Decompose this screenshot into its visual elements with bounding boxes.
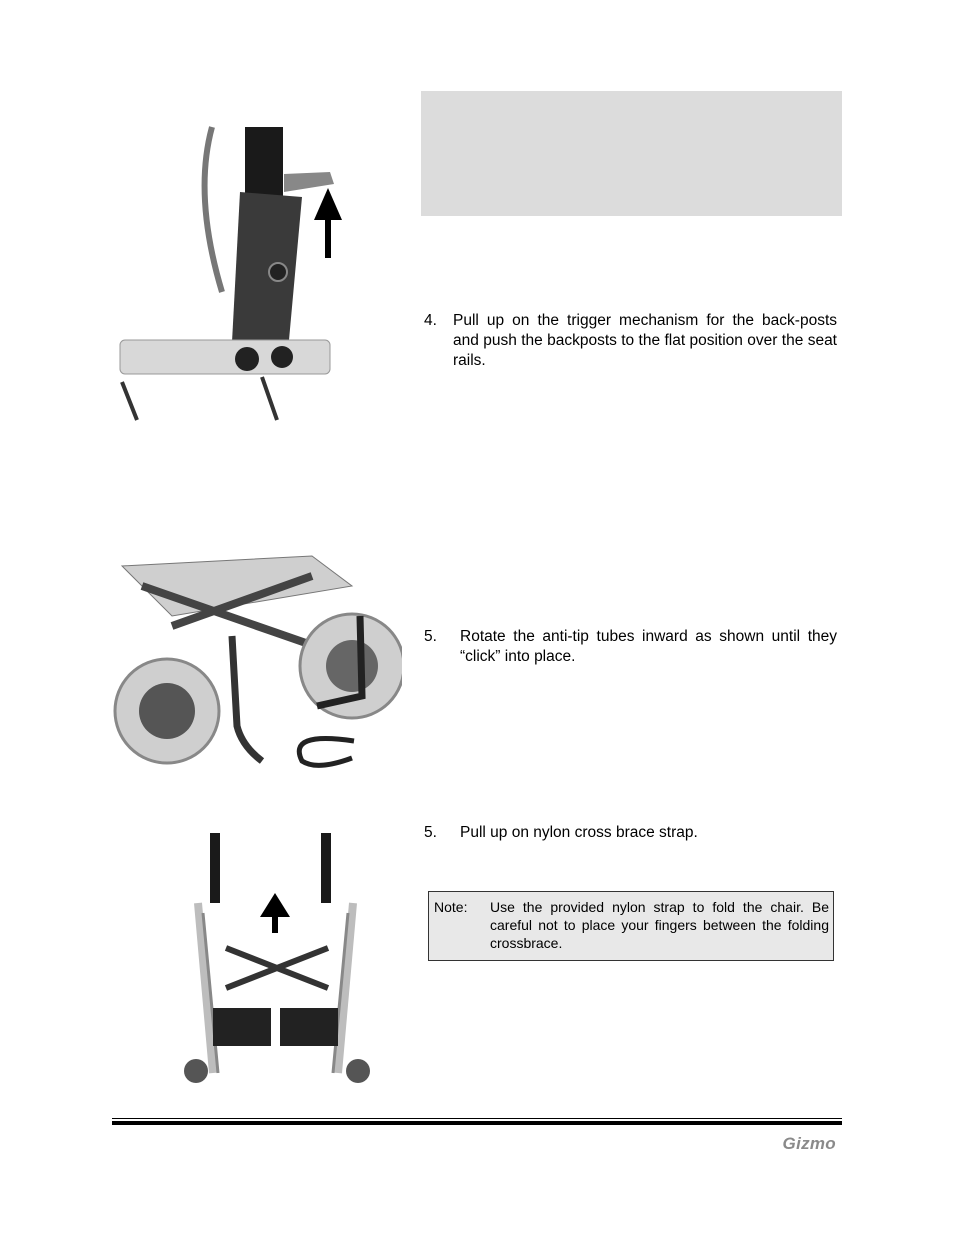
step-5-anti-tip	[424, 627, 837, 669]
footer-brand: Gizmo	[782, 1134, 836, 1153]
note-box	[428, 891, 834, 961]
step-text: Pull up on nylon cross brace strap.	[460, 824, 698, 841]
step-text: Rotate the anti-tip tubes inward as shown until they “click” into place.	[460, 628, 837, 665]
step-4	[424, 311, 837, 373]
cross-brace-illustration	[178, 833, 378, 1088]
anti-tip-illustration	[112, 546, 402, 780]
backpost-trigger-illustration	[112, 122, 342, 422]
shaded-header-box	[421, 91, 842, 216]
step-5-cross-brace	[424, 823, 837, 845]
footer-rule-thick	[112, 1121, 842, 1125]
step-number: 4.	[424, 312, 437, 329]
note-text: Use the provided nylon strap to fold the chair. Be careful not to place your fingers between the folding crossbrace.	[490, 899, 829, 951]
step-text: Pull up on the trigger mechanism for the back-posts and push the backposts to the flat position over the seat rails.	[453, 312, 837, 369]
note-label: Note:	[434, 899, 468, 915]
step-number: 5.	[424, 628, 437, 645]
step-number: 5.	[424, 824, 437, 841]
footer-rule-thin	[112, 1118, 842, 1119]
